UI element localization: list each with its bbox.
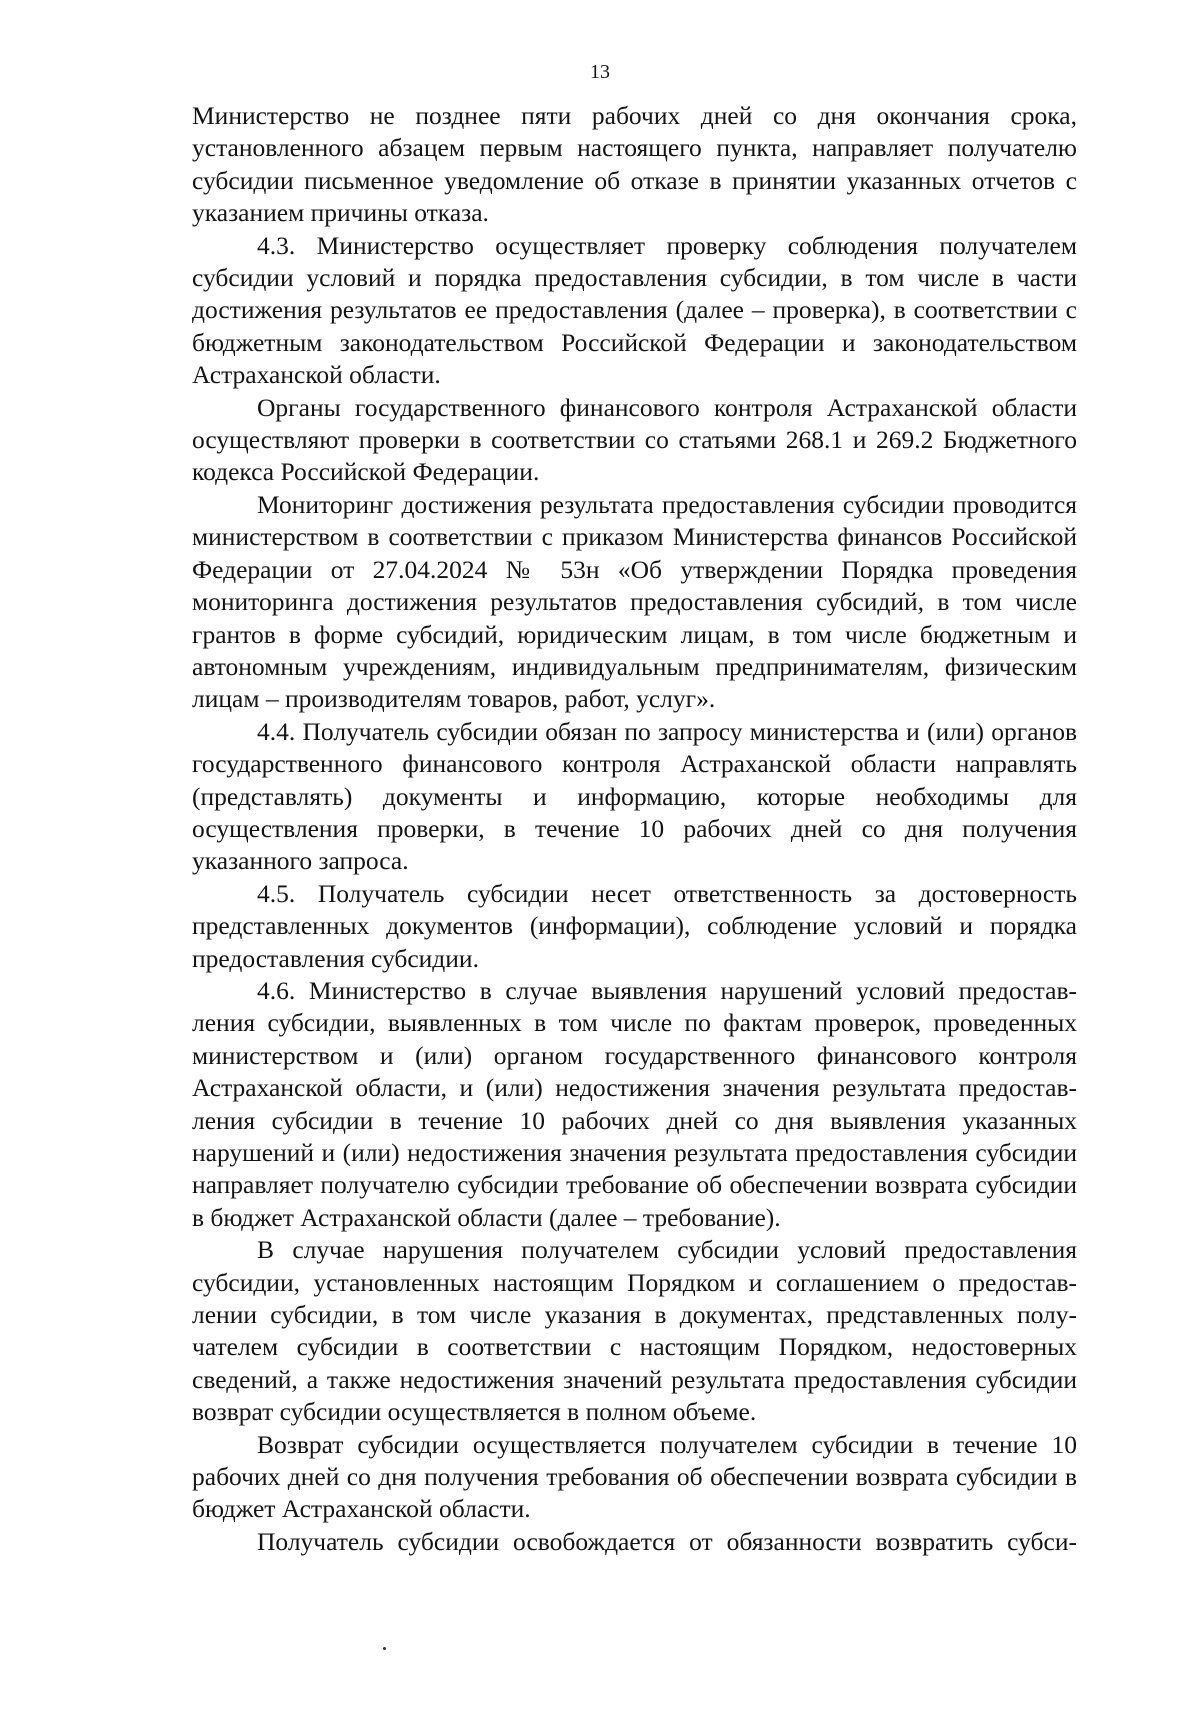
paragraph-4-6-violations: 4.6. Министерство в случае выявления нарушений условий предоставления субсидии, выявленных в том числе по фактам проверок, проведенных министерством и (или) органом государственного финансового контроля Астраханской области, и (или) недостижения значения результата предоставления субсидии в течение 10 рабочих дней со дня выявления указанных нарушений и (или) недостижения значения результата предоставления субсидии направляет получателю субсидии требование об обеспечении возврата субсидии в бюджет Астраханской области (далее – требование). [192,975,1077,1232]
document-body [192,100,1077,1558]
paragraph-full-return: В случае нарушения получателем субсидии условий предоставления субсидии, установленных настоящим Порядком и соглашением о предоставлении субсидии, в том числе указания в документах, представленных получателем субсидии в соответствии с настоящим Порядком, недостоверных сведений, а также недостижения значений результата предоставления субсидии возврат субсидии осуществляется в полном объеме. [192,1235,1077,1427]
paragraph-4-4-documents-on-request: 4.4. Получатель субсидии обязан по запросу министерства и (или) органов государственного финансового контроля Астраханской области направлять (представлять) документы и информацию, которые необходимы для осуществления проверки, в течение 10 рабочих дней со дня получения указанного запроса. [192,716,1077,876]
paragraph-financial-control-bodies: Органы государственного финансового контроля Астраханской области осуществляют проверки в соответствии со статьями 268.1 и 269.2 Бюджетного кодекса Российской Федерации. [192,392,1077,487]
paragraph-return-term: Возврат субсидии осуществляется получателем субсидии в течение 10 рабочих дней со дня получения требования об обеспечении возврата субсидии в бюджет Астраханской области. [192,1429,1077,1524]
paragraph-notice-of-refusal: Министерство не позднее пяти рабочих дней со дня окончания срока, установленного абзацем первым настоящего пункта, направляет получателю субсидии письменное уведомление об отказе в принятии указанных отчетов с указанием причины отказа. [192,101,1077,228]
scan-speck [383,1647,386,1650]
paragraph-4-3-verification: 4.3. Министерство осуществляет проверку соблюдения получателем субсидии условий и порядка предоставления субсидии, в том числе в части достижения результатов ее предоставления (далее – проверка), в соответствии с бюджетным законодательством Российской Федерации и законодательством Астраханской области. [192,230,1077,390]
paragraph-exemption-continued: Получатель субсидии освобождается от обязанности возвратить субси- [257,1526,1077,1556]
paragraph-4-5-responsibility: 4.5. Получатель субсидии несет ответственность за достоверность представленных документов (информации), соблюдение условий и порядка предоставления субсидии. [192,878,1077,973]
page-number: 13 [590,61,610,83]
paragraph-monitoring: Мониторинг достижения результата предоставления субсидии проводится министерством в соответствии с приказом Министерства финансов Российской Федерации от 27.04.2024 № 53н «Об утверждении Порядка проведения мониторинга достижения результатов предоставления субсидий, в том числе грантов в форме субсидий, юридическим лицам, в том числе бюджетным и автономным учреждениям, индивидуальным предпринимателям, физическим лицам – производителям товаров, работ, услуг». [192,489,1077,714]
